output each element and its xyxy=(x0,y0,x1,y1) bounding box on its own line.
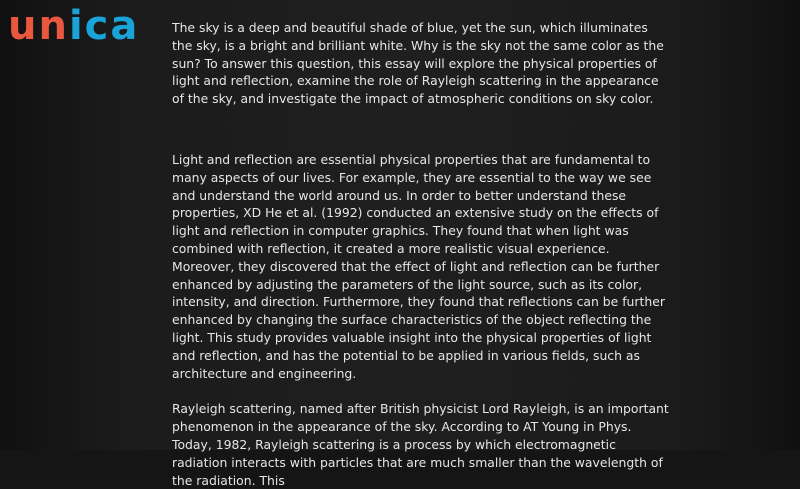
paragraph-intro: The sky is a deep and beautiful shade of blue, yet the sun, which illuminates the sky, is a bright and brilliant white. Why is the sky not the same color as the sun? To answer this question, this essay will explore the physical properties of light and reflection, examine the role of Rayleigh scattering in the appearance of the sky, and investigate the impact of atmospheric conditions on sky color. xyxy=(172,20,664,107)
logo-text-part1: un xyxy=(8,3,69,49)
paragraph-rayleigh: Rayleigh scattering, named after British physicist Lord Rayleigh, is an important phenomenon in the appearance of the sky. According to AT Young in Phys. Today, 1982, Rayleigh scattering is a process by which electromagnetic radiation interacts with particles that are much smaller than the wavelength of the radiation. This xyxy=(172,401,669,488)
logo-text-part2: ica xyxy=(68,3,140,49)
unica-logo[interactable] xyxy=(8,4,139,48)
article-body xyxy=(172,19,672,489)
paragraph-light-reflection: Light and reflection are essential physical properties that are fundamental to many aspects of our lives. For example, they are essential to the way we see and understand the world around us. In order to better understand these properties, XD He et al. (1992) conducted an extensive study on the effects of light and reflection in computer graphics. They found that when light was combined with reflection, it created a more realistic visual experience. Moreover, they discovered that the effect of light and reflection can be further enhanced by adjusting the parameters of the light source, such as its color, intensity, and direction. Furthermore, they found that reflections can be further enhanced by changing the surface characteristics of the object reflecting the light. This study provides valuable insight into the physical properties of light and reflection, and has the potential to be applied in various fields, such as architecture and engineering. xyxy=(172,151,665,381)
